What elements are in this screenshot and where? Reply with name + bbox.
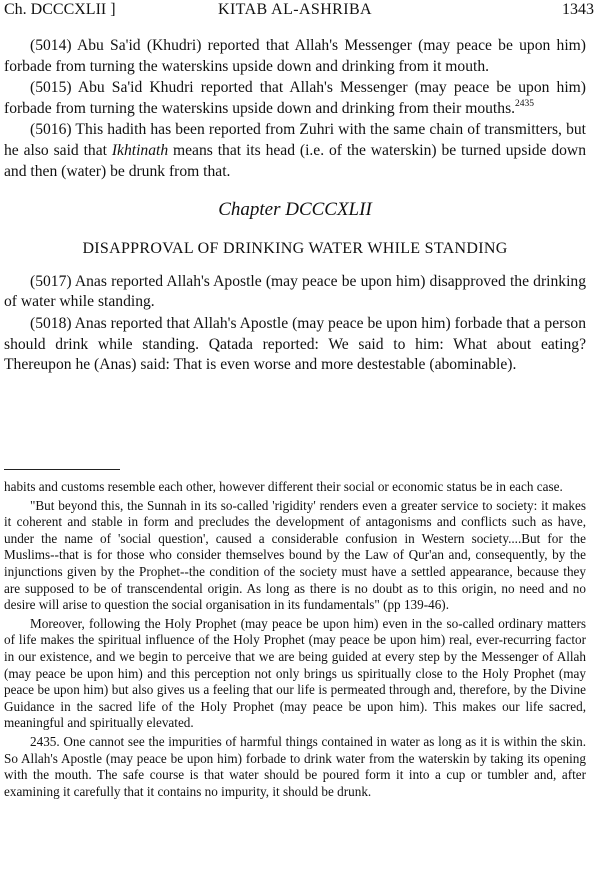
main-text	[4, 36, 586, 377]
footnote-commentary: Moreover, following the Holy Prophet (may peace be upon him) even in the so-called ordinary matters of life makes the spiritual influence of the Holy Prophet (may peace be upon him) real, ever-recurring factor in our existence, and we begin to perceive that we are being guided at every step by the Messenger of Allah (may peace be upon him) and this perception not only brings us spiritually close to the Holy Prophet (may peace be upon him) but also gives us a feeling that our life is permeated through and, therefore, by the Divine Guidance in the sacred life of the Holy Prophet (may peace be upon him). This makes our life sacred, meaningful and spiritually elevated.	[4, 615, 586, 731]
footnote-reference: 2435	[515, 98, 535, 109]
hadith-5018: (5018) Anas reported that Allah's Apostle (may peace be upon him) forbade that a person should drink while standing. Qatada reported: We said to him: What about eating? Thereupon he (Anas) said: That is even worse and more destestable (abominable).	[4, 314, 586, 374]
footnote-quotation: "But beyond this, the Sunnah in its so-called 'rigidity' renders even a greater service to society: it makes it coherent and stable in form and precludes the development of antagonisms and conflicts such as have, under the name of 'social question', caused a considerable confusion in Western society....But for the Muslims--that is for those who consider themselves bound by the Law of Qur'an and, consequently, by the injunctions given by the Prophet--the condition of the society must have a settled appearance, because they are supposed to be of transcendental origin. As long as there is no doubt as to this origin, no need and no desire will arise to question the social organisation in its fundamentals" (pp 139-46).	[4, 497, 586, 613]
hadith-5017: (5017) Anas reported Allah's Apostle (may peace be upon him) disapproved the drinking of water while standing.	[4, 272, 586, 311]
hadith-5015-text: (5015) Abu Sa'id Khudri reported that Allah's Messenger (may peace be upon him) forbade from turning the waterskins upside down and drinking from their mouths.	[4, 79, 586, 117]
chapter-title: Chapter DCCCXLII	[218, 199, 372, 221]
hadith-5016-text-b: means that its head (i.e. of the waterskin) be turned upside down and then (water) be drunk from that.	[4, 141, 586, 180]
chapter-reference: Ch. DCCCXLII ]	[4, 1, 116, 18]
hadith-5016-text-a: (5016) This hadith has been reported from Zuhri with the same chain of transmitters, but he also said that	[4, 121, 586, 159]
hadith-5014: (5014) Abu Sa'id (Khudri) reported that Allah's Messenger (may peace be upon him) forbade from turning the waterskins upside down and drinking from it mouth.	[4, 37, 586, 75]
hadith-5016	[4, 120, 586, 182]
book-title: KITAB AL-ASHRIBA	[218, 1, 373, 18]
hadith-5016-term: Ikhtinath	[111, 141, 169, 159]
chapter-subtitle: DISAPPROVAL OF DRINKING WATER WHILE STANDING	[82, 240, 508, 258]
footnotes	[4, 479, 586, 802]
running-header	[4, 1, 594, 23]
hadith-5015	[4, 78, 586, 119]
page-number: 1343	[562, 1, 594, 18]
footnote-divider	[4, 469, 120, 470]
footnote-2435: 2435. One cannot see the impurities of harmful things contained in water as long as it is within the skin. So Allah's Apostle (may peace be upon him) forbade to drink water from the waterskin by taking its opening with the mouth. The safe course is that water should be poured form it into a cup or tumbler and, after examining it carefully that it contains no impurity, it should be drunk.	[4, 733, 586, 799]
footnote-continuation: habits and customs resemble each other, however different their social or economic status be in each case.	[4, 479, 563, 494]
